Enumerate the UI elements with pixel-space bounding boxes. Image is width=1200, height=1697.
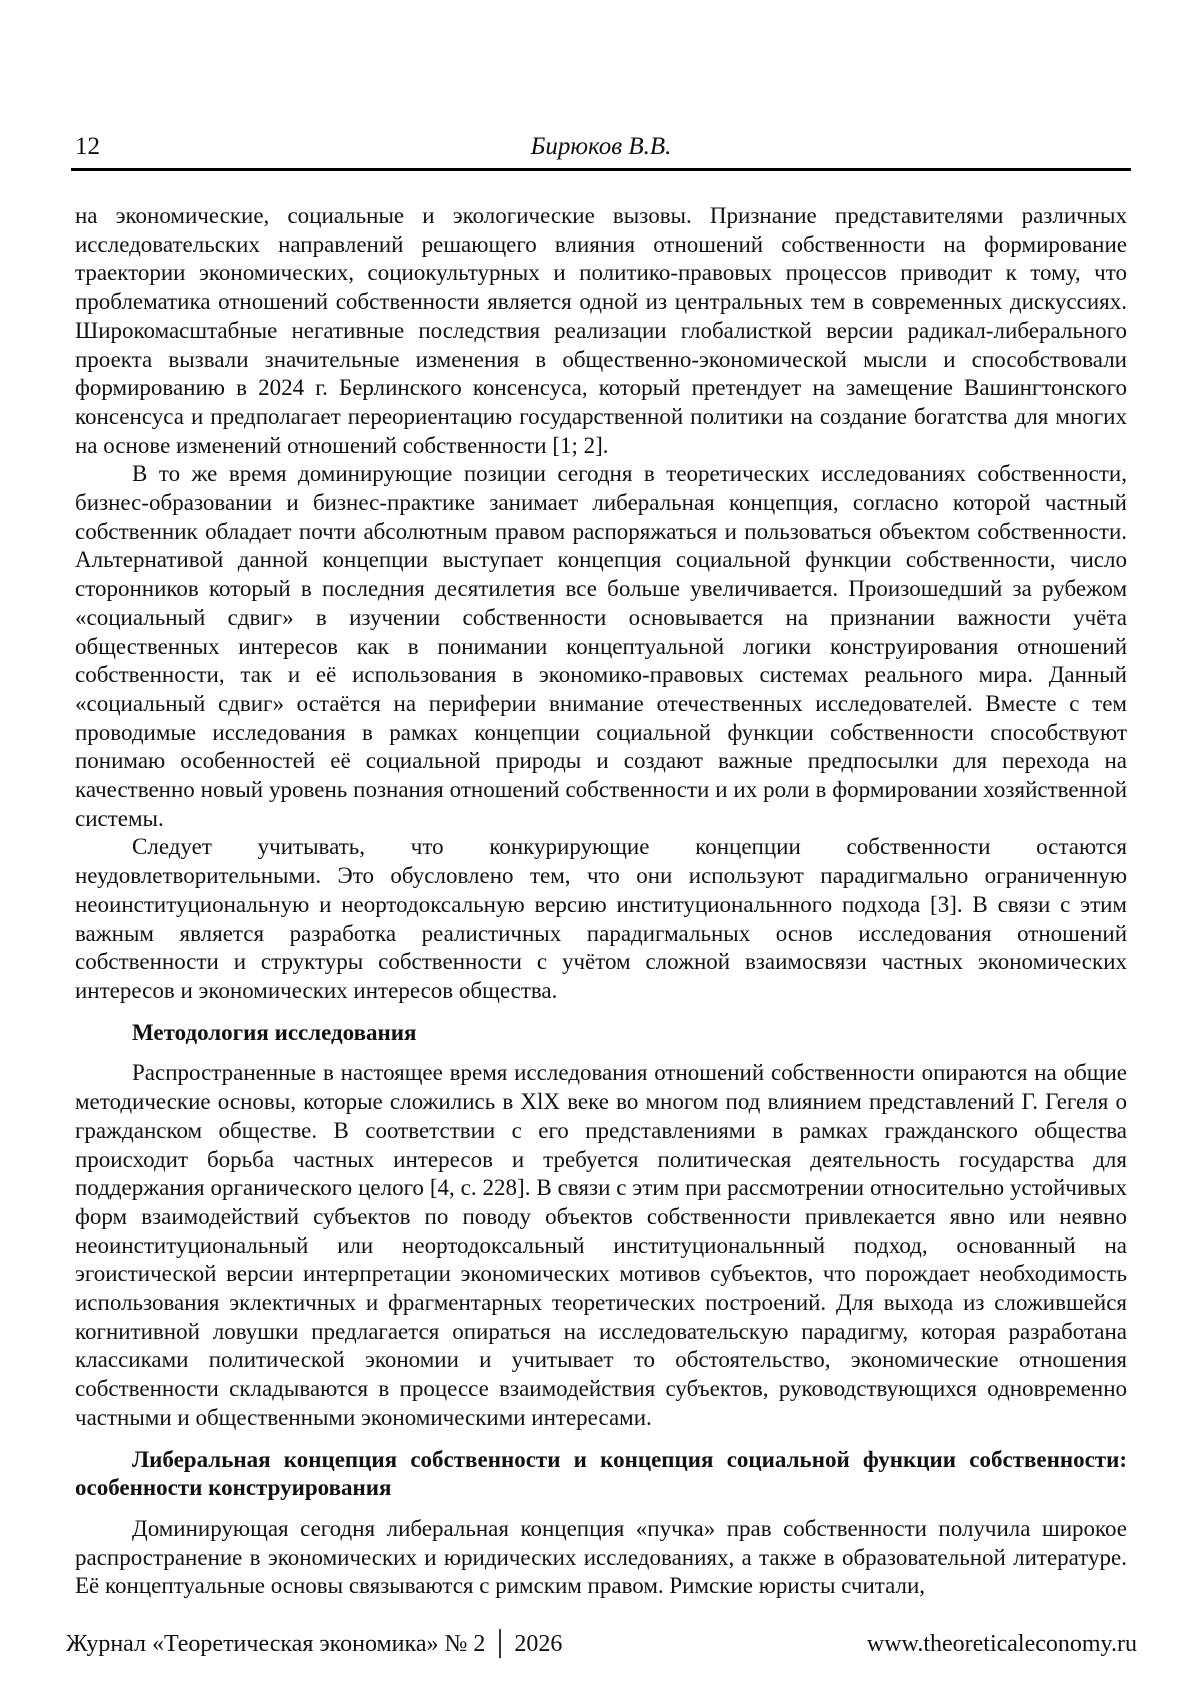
page-header xyxy=(75,133,1127,165)
paragraph: Распространенные в настоящее время исследования отношений собственности опираются на общие методические основы, которые сложились в XlX веке во многом под влиянием представлений Г. Гегеля о гражданском обществе. В соответствии с его представлениями в рамках гражданского общества происходит борьба частных интересов и требуется политическая деятельность государства для поддержания органического целого [4, с. 228]. В связи с этим при рассмотрении относительно устойчивых форм взаимодействий субъектов по поводу объектов собственности привлекается явно или неявно неоинституциональный или неортодоксальный институциональнный подход, основанный на эгоистической версии интерпретации экономических мотивов субъектов, что порождает необходимость использования эклектичных и фрагментарных теоретических построений. Для выхода из сложившейся когнитивной ловушки предлагается опираться на исследовательскую парадигму, которая разработана классиками политической экономии и учитывает то обстоятельство, экономические отношения собственности складываются в процессе взаимодействия субъектов, руководствующихся одновременно частными и общественными экономическими интересами. xyxy=(75,1060,1127,1430)
page-number: 12 xyxy=(75,133,100,160)
running-head-author: Бирюков В.В. xyxy=(530,133,672,160)
paragraph-continuation: на экономические, социальные и экологические вызовы. Признание представителями различных исследовательских направлений решающего влияния отношений собственности на формирование траектории экономических, социокультурных и политико-правовых процессов приводит к тому, что проблематика отношений собственности является одной из центральных тем в современных дискуссиях. Широкомасштабные негативные последствия реализации глобалисткой версии радикал-либерального проекта вызвали значительные изменения в общественно-экономической мысли и способствовали формированию в 2024 г. Берлинского консенсуса, который претендует на замещение Вашингтонского консенсуса и предполагает переориентацию государственной политики на создание богатства для многих на основе изменений отношений собственности [1; 2]. xyxy=(75,203,1127,458)
footer-website: www.theoreticaleconomy.ru xyxy=(866,1631,1137,1657)
section-heading-methodology: Методология исследования xyxy=(132,1019,417,1045)
article-body xyxy=(75,202,1127,1601)
paragraph: Следует учитывать, что конкурирующие концепции собственности остаются неудовлетворительными. Это обусловлено тем, что они используют парадигмально ограниченную неоинституциональную и неортодоксальную версию институциональнного подхода [3]. В связи с этим важным является разработка реалистичных парадигмальных основ исследования отношений собственности и структуры собственности с учётом сложной взаимосвязи частных экономических интересов и экономических интересов общества. xyxy=(75,834,1127,1003)
page-footer xyxy=(66,1629,1137,1659)
footer-journal-title: Журнал «Теоретическая экономика» № 2 │ 2026 xyxy=(66,1631,563,1657)
section-heading-liberal-concept: Либеральная концепция собственности и концепция социальной функции собственности: особенности конструирования xyxy=(75,1446,1127,1501)
paragraph: Доминирующая сегодня либеральная концепция «пучка» прав собственности получила широкое распространение в экономических и юридических исследованиях, а также в образовательной литературе. Её концептуальные основы связываются с римским правом. Римские юристы считали, xyxy=(75,1515,1127,1599)
header-rule xyxy=(71,168,1131,171)
paragraph: В то же время доминирующие позиции сегодня в теоретических исследованиях собственности, бизнес-образовании и бизнес-практике занимает либеральная концепция, согласно которой частный собственник обладает почти абсолютным правом распоряжаться и пользоваться объектом собственности. Альтернативой данной концепции выступает концепция социальной функции собственности, число сторонников который в последния десятилетия все больше увеличивается. Произошедший за рубежом «социальный сдвиг» в изучении собственности основывается на признании важности учёта общественных интересов как в понимании концептуальной логики конструирования отношений собственности, так и её использования в экономико-правовых системах реального мира. Данный «социальный сдвиг» остаётся на периферии внимание отечественных исследователей. Вместе с тем проводимые исследования в рамках концепции социальной функции собственности способствуют понимаю особенностей её социальной природы и создают важные предпосылки для перехода на качественно новый уровень познания отношений собственности и их роли в формировании хозяйственной системы. xyxy=(75,461,1127,831)
